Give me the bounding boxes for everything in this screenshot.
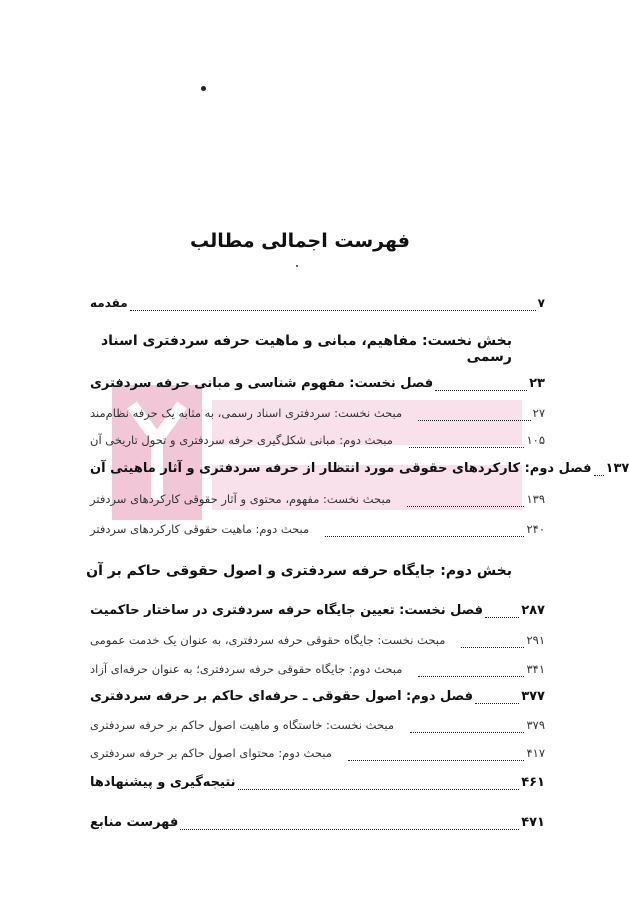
toc-chapter <box>90 376 545 396</box>
entry-label: فصل نخست: مفهوم شناسی و مبانی حرفه سردفتری <box>90 376 434 391</box>
leader-dots <box>130 310 536 311</box>
entry-page: ۲۳ <box>529 376 545 391</box>
entry-label: مبحث نخست: سردفتری اسناد رسمی، به مثابه یک حرفه نظام‌مند <box>90 406 403 420</box>
entry-label: مبحث دوم: محتوای اصول حاکم بر حرفه سردفتری <box>90 746 332 760</box>
toc-section <box>90 492 545 512</box>
entry-page: ۲۹۱ <box>526 633 545 647</box>
leader-dots <box>325 536 524 537</box>
entry-label: مبحث نخست: مفهوم، محتوی و آثار حقوقی کارکردهای سردفتر <box>90 492 392 506</box>
toc-chapter <box>90 603 545 623</box>
toc-section <box>90 406 545 426</box>
entry-label: مبحث نخست: خاستگاه و ماهیت اصول حاکم بر حرفه سردفتری <box>90 718 395 732</box>
leader-dots <box>407 506 524 507</box>
leader-dots <box>409 447 525 448</box>
entry-page: ۲۷ <box>532 406 545 420</box>
entry-page: ۷ <box>537 296 545 310</box>
leader-dots <box>461 647 524 648</box>
leader-dots <box>348 760 525 761</box>
toc-section <box>90 522 545 542</box>
entry-label: مبحث نخست: جایگاه حقوقی حرفه سردفتری، به عنوان یک خدمت عمومی <box>90 633 446 647</box>
leader-dots <box>485 617 519 618</box>
toc-entry-references <box>90 815 545 835</box>
toc-entry-conclusion <box>90 775 545 795</box>
entry-label: مبحث دوم: مبانی شکل‌گیری حرفه سردفتری و تحول تاریخی آن <box>90 433 393 447</box>
toc-chapter <box>90 689 545 709</box>
entry-page: ۳۴۱ <box>526 662 545 676</box>
leader-dots <box>180 829 519 830</box>
entry-page: ۳۷۹ <box>526 718 545 732</box>
entry-label: فصل دوم: اصول حقوقی ـ حرفه‌ای حاکم بر حرفه سردفتری <box>90 689 473 704</box>
entry-page: ۱۳۹ <box>526 492 545 506</box>
entry-label: مقدمه <box>90 296 128 310</box>
leader-dots <box>594 475 604 476</box>
entry-page: ۳۷۷ <box>521 689 545 704</box>
entry-page: ۴۱۷ <box>526 746 545 760</box>
ink-speck <box>296 265 298 267</box>
toc-chapter <box>90 461 629 481</box>
part-heading: بخش دوم: جایگاه حرفه سردفتری و اصول حقوقی حاکم بر آن <box>86 563 512 579</box>
entry-page: ۱۰۵ <box>526 433 545 447</box>
entry-page: ۴۷۱ <box>521 815 545 830</box>
part-heading: بخش نخست: مفاهیم، مبانی و ماهیت حرفه سردفتری اسناد رسمی <box>100 333 512 365</box>
entry-page: ۲۴۰ <box>526 522 545 536</box>
entry-page: ۴۶۱ <box>521 775 545 790</box>
entry-label: فصل دوم: کارکردهای حقوقی مورد انتظار از حرفه سردفتری و آثار ماهیتی آن <box>90 461 592 476</box>
entry-label: نتیجه‌گیری و پیشنهادها <box>90 775 236 790</box>
leader-dots <box>238 789 520 790</box>
toc-entry-intro <box>90 296 545 316</box>
leader-dots <box>418 676 524 677</box>
toc-section <box>90 633 545 653</box>
toc-section <box>90 718 545 738</box>
ink-dot <box>201 86 206 91</box>
entry-label: فصل نخست: تعیین جایگاه حرفه سردفتری در ساختار حاکمیت <box>90 603 484 618</box>
entry-label: فهرست منابع <box>90 815 179 830</box>
toc-section <box>90 662 545 682</box>
leader-dots <box>410 732 524 733</box>
entry-label: مبحث دوم: ماهیت حقوقی کارکردهای سردفتر <box>90 522 310 536</box>
toc-section <box>90 433 545 453</box>
leader-dots <box>418 420 530 421</box>
page-title: فهرست اجمالی مطالب <box>190 230 410 252</box>
leader-dots <box>435 390 527 391</box>
toc-section <box>90 746 545 766</box>
leader-dots <box>475 703 519 704</box>
entry-label: مبحث دوم: جایگاه حقوقی حرفه سردفتری؛ به عنوان حرفه‌ای آزاد <box>90 662 403 676</box>
entry-page: ۲۸۷ <box>521 603 545 618</box>
entry-page: ۱۳۷ <box>605 461 629 476</box>
